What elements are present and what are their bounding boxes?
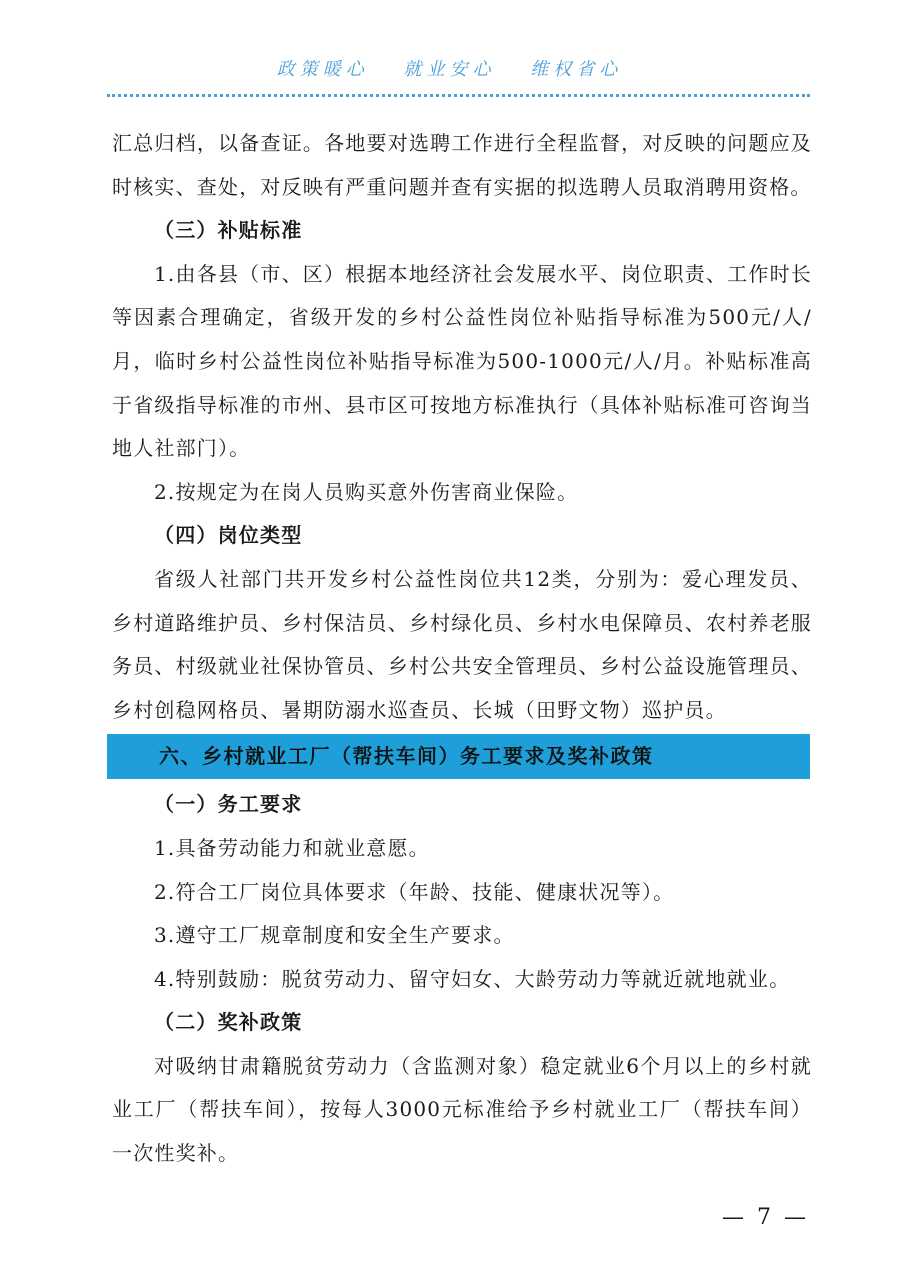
header-divider — [107, 94, 810, 97]
page-number: — 7 — — [722, 1205, 809, 1230]
paragraph-subsidy-1: 1.由各县（市、区）根据本地经济社会发展水平、岗位职责、工作时长等因素合理确定，省级开发的乡村公益性岗位补贴指导标准为500元/人/月，临时乡村公益性岗位补贴指导标准为500-1000元/人/月。补贴标准高于省级指导标准的市州、县市区可按地方标准执行（具体补贴标准可咨询当地人社部门）。 — [112, 261, 812, 461]
document-body — [112, 122, 812, 1176]
heading-job-types: （四）岗位类型 — [154, 523, 303, 548]
paragraph-archive: 汇总归档，以备查证。各地要对选聘工作进行全程监督，对反映的问题应及时核实、查处，对反映有严重问题并查有实据的拟选聘人员取消聘用资格。 — [112, 131, 812, 199]
section-banner: 六、乡村就业工厂（帮扶车间）务工要求及奖补政策 — [107, 734, 810, 779]
page-header — [0, 55, 899, 81]
heading-reward-policy: （二）奖补政策 — [154, 1010, 303, 1035]
paragraph-reward: 对吸纳甘肃籍脱贫劳动力（含监测对象）稳定就业6个月以上的乡村就业工厂（帮扶车间），按每人3000元标准给予乡村就业工厂（帮扶车间）一次性奖补。 — [112, 1053, 812, 1166]
header-slogan-2: 就业安心 — [403, 59, 496, 80]
paragraph-subsidy-2: 2.按规定为在岗人员购买意外伤害商业保险。 — [154, 479, 579, 504]
heading-subsidy-standard: （三）补贴标准 — [154, 218, 303, 243]
heading-work-requirements: （一）务工要求 — [154, 792, 303, 817]
requirement-4: 4.特别鼓励：脱贫劳动力、留守妇女、大龄劳动力等就近就地就业。 — [154, 966, 791, 991]
requirement-2: 2.符合工厂岗位具体要求（年龄、技能、健康状况等）。 — [154, 879, 675, 904]
requirement-1: 1.具备劳动能力和就业意愿。 — [154, 835, 430, 860]
paragraph-job-types: 省级人社部门共开发乡村公益性岗位共12类，分别为：爱心理发员、乡村道路维护员、乡村保洁员、乡村绿化员、乡村水电保障员、农村养老服务员、村级就业社保协管员、乡村公共安全管理员、乡村公益设施管理员、乡村创稳网格员、暑期防溺水巡查员、长城（田野文物）巡护员。 — [112, 566, 812, 722]
header-slogan-1: 政策暖心 — [276, 59, 369, 80]
requirement-3: 3.遵守工厂规章制度和安全生产要求。 — [154, 923, 515, 948]
header-slogan-3: 维权省心 — [530, 59, 623, 80]
